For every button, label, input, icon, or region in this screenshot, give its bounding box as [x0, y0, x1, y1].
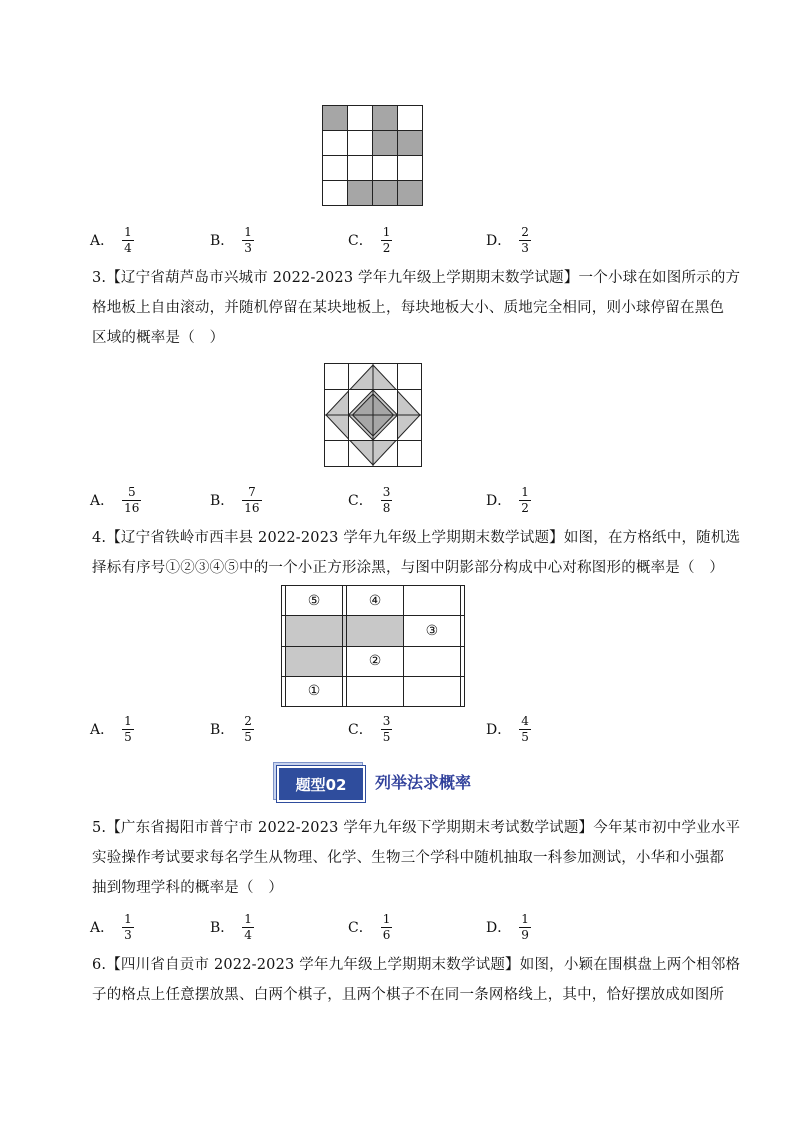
option-letter: B． — [210, 722, 235, 738]
section-badge — [273, 762, 365, 802]
option-b[interactable] — [210, 711, 254, 747]
q2-options — [90, 222, 750, 258]
option-c[interactable] — [348, 711, 392, 747]
fraction — [381, 715, 393, 744]
fraction — [381, 913, 393, 942]
numerator: 7 — [248, 484, 256, 499]
option-letter: A． — [90, 233, 115, 249]
option-letter: A． — [90, 493, 115, 509]
denominator: 2 — [521, 500, 529, 515]
q5-options — [90, 909, 750, 945]
option-letter: B． — [210, 493, 235, 509]
option-c[interactable] — [348, 222, 392, 258]
option-letter: A． — [90, 920, 115, 936]
cell-1-label[interactable]: ① — [286, 676, 343, 706]
option-a[interactable] — [90, 711, 134, 747]
q4-options — [90, 711, 750, 747]
numerator: 2 — [244, 713, 252, 728]
option-d[interactable] — [486, 909, 531, 945]
q5-line-2: 实验操作考试要求每名学生从物理、化学、生物三个学科中随机抽取一科参加测试，小华和小强都 — [92, 850, 725, 866]
fraction — [381, 226, 393, 255]
grid-cell — [373, 131, 398, 156]
option-b[interactable] — [210, 482, 262, 518]
option-letter: C． — [348, 722, 373, 738]
cell-2-label[interactable]: ② — [347, 646, 404, 676]
grid-cell — [348, 156, 373, 181]
option-d[interactable] — [486, 711, 531, 747]
cell-4-label[interactable]: ④ — [347, 586, 404, 616]
fraction — [122, 913, 134, 942]
q3-line-2: 格地板上自由滚动，并随机停留在某块地板上，每块地板大小、质地完全相同，则小球停留在黑色 — [92, 300, 725, 316]
grid-cell — [398, 106, 423, 131]
denominator: 9 — [521, 927, 529, 942]
option-a[interactable] — [90, 222, 134, 258]
q2-grid-figure — [322, 105, 423, 206]
grid-cell — [373, 156, 398, 181]
fraction — [122, 226, 134, 255]
grid-cell — [323, 131, 348, 156]
denominator: 4 — [244, 927, 252, 942]
fraction — [122, 486, 141, 515]
grid-cell — [460, 616, 464, 646]
option-letter: B． — [210, 920, 235, 936]
grid-cell — [460, 646, 464, 676]
grid-cell — [403, 586, 460, 616]
denominator: 3 — [521, 240, 529, 255]
q4-grid-figure — [281, 585, 465, 707]
option-a[interactable] — [90, 482, 141, 518]
fraction — [381, 486, 393, 515]
q4-line-2: 择标有序号①②③④⑤中的一个小正方形涂黑，与图中阴影部分构成中心对称图形的概率是（ ） — [92, 560, 725, 576]
q5-line-3: 抽到物理学科的概率是（ ） — [92, 880, 284, 896]
q5-line-1: 5.【广东省揭阳市普宁市 2022-2023 学年九年级下学期期末考试数学试题】今年某市初中学业水平 — [92, 820, 741, 836]
numerator: 1 — [382, 224, 391, 239]
grid-cell — [403, 676, 460, 706]
grid-cell — [460, 586, 464, 616]
shaded-cell — [347, 616, 404, 646]
cell-3-label[interactable]: ③ — [403, 616, 460, 646]
option-letter: A． — [90, 722, 115, 738]
q6-line-1: 6.【四川省自贡市 2022-2023 学年九年级上学期期末数学试题】如图，小颖在围棋盘上两个相邻格 — [92, 957, 741, 973]
numerator: 1 — [124, 911, 132, 926]
option-b[interactable] — [210, 909, 254, 945]
grid-cell — [398, 181, 423, 206]
numerator: 1 — [521, 911, 529, 926]
numerator: 5 — [127, 484, 136, 499]
numerator: 1 — [124, 224, 132, 239]
section-badge-label: 题型02 — [277, 766, 365, 802]
numerator: 4 — [521, 713, 529, 728]
q3-line-3: 区域的概率是（ ） — [92, 330, 225, 346]
grid-cell — [347, 676, 404, 706]
option-letter: C． — [348, 233, 373, 249]
fraction — [242, 715, 254, 744]
fraction — [519, 486, 531, 515]
grid-cell — [403, 646, 460, 676]
option-letter: C． — [348, 920, 373, 936]
shaded-cell — [286, 646, 343, 676]
option-letter: B． — [210, 233, 235, 249]
fraction — [242, 226, 254, 255]
denominator: 16 — [124, 500, 140, 515]
grid-cell — [323, 156, 348, 181]
denominator: 16 — [244, 500, 260, 515]
option-d[interactable] — [486, 222, 531, 258]
numerator: 3 — [382, 713, 391, 728]
option-b[interactable] — [210, 222, 254, 258]
option-letter: D． — [486, 493, 512, 509]
numerator: 1 — [124, 713, 132, 728]
numerator: 1 — [382, 911, 391, 926]
numerator: 1 — [244, 224, 252, 239]
fraction — [242, 486, 261, 515]
fraction — [519, 226, 531, 255]
q4-line-1: 4.【辽宁省铁岭市西丰县 2022-2023 学年九年级上学期期末数学试题】如图，在方格纸中，随机选 — [92, 530, 741, 546]
q3-options — [90, 482, 750, 518]
option-a[interactable] — [90, 909, 134, 945]
q3-line-1: 3.【辽宁省葫芦岛市兴城市 2022-2023 学年九年级上学期期末数学试题】一个小球在如图所示的方 — [92, 270, 741, 286]
grid-cell — [348, 106, 373, 131]
fraction — [519, 913, 531, 942]
option-letter: D． — [486, 722, 512, 738]
denominator: 5 — [382, 729, 391, 744]
numerator: 3 — [382, 484, 391, 499]
grid-cell — [323, 181, 348, 206]
grid-cell — [323, 106, 348, 131]
denominator: 4 — [124, 240, 132, 255]
option-letter: C． — [348, 493, 373, 509]
denominator: 5 — [244, 729, 252, 744]
grid-cell — [348, 181, 373, 206]
option-c[interactable] — [348, 482, 392, 518]
denominator: 2 — [382, 240, 391, 255]
numerator: 2 — [521, 224, 529, 239]
shaded-cell — [286, 616, 343, 646]
grid-cell — [398, 131, 423, 156]
option-letter: D． — [486, 233, 512, 249]
fraction — [519, 715, 531, 744]
option-letter: D． — [486, 920, 512, 936]
option-c[interactable] — [348, 909, 392, 945]
q6-line-2: 子的格点上任意摆放黑、白两个棋子，且两个棋子不在同一条网格线上，其中，恰好摆放成如图所 — [92, 987, 725, 1003]
denominator: 3 — [124, 927, 132, 942]
grid-cell — [398, 156, 423, 181]
fraction — [242, 913, 254, 942]
denominator: 3 — [244, 240, 252, 255]
denominator: 8 — [382, 500, 391, 515]
fraction — [122, 715, 134, 744]
grid-cell — [373, 106, 398, 131]
numerator: 1 — [521, 484, 529, 499]
grid-cell — [348, 131, 373, 156]
denominator: 5 — [521, 729, 529, 744]
denominator: 5 — [124, 729, 132, 744]
grid-cell — [373, 181, 398, 206]
grid-cell — [460, 676, 464, 706]
section-title: 列举法求概率 — [375, 773, 472, 792]
denominator: 6 — [382, 927, 391, 942]
numerator: 1 — [244, 911, 252, 926]
q3-diamond-figure — [324, 363, 422, 467]
grid-lines — [324, 363, 422, 467]
cell-5-label[interactable]: ⑤ — [286, 586, 343, 616]
option-d[interactable] — [486, 482, 531, 518]
